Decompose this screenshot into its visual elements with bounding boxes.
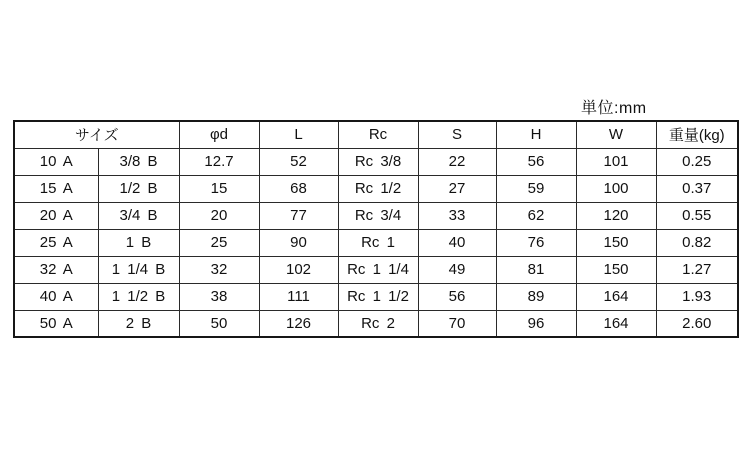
- table-cell: 76: [496, 229, 576, 256]
- table-cell: 25 A: [14, 229, 98, 256]
- table-cell: Rc 1 1/4: [338, 256, 418, 283]
- table-cell: 1 1/2 B: [98, 283, 179, 310]
- table-header-row: [14, 121, 738, 148]
- table-cell: 2 B: [98, 310, 179, 337]
- table-row: [14, 229, 738, 256]
- header-cell-size: サイズ: [14, 121, 179, 148]
- table-cell: 22: [418, 148, 496, 175]
- table-cell: 126: [259, 310, 338, 337]
- table-cell: 3/8 B: [98, 148, 179, 175]
- table-cell: Rc 1/2: [338, 175, 418, 202]
- table-cell: 38: [179, 283, 259, 310]
- header-cell-h: H: [496, 121, 576, 148]
- table-cell: 1.93: [656, 283, 738, 310]
- table-cell: 0.25: [656, 148, 738, 175]
- table-cell: 52: [259, 148, 338, 175]
- table-row: [14, 175, 738, 202]
- table-cell: Rc 1 1/2: [338, 283, 418, 310]
- table-cell: 0.82: [656, 229, 738, 256]
- table-cell: 1 1/4 B: [98, 256, 179, 283]
- header-cell-rc: Rc: [338, 121, 418, 148]
- table-cell: 15 A: [14, 175, 98, 202]
- table-cell: 120: [576, 202, 656, 229]
- header-cell-weight: 重量(kg): [656, 121, 738, 148]
- table-cell: Rc 1: [338, 229, 418, 256]
- table-cell: 56: [496, 148, 576, 175]
- table-cell: 3/4 B: [98, 202, 179, 229]
- spec-table-body: [14, 148, 738, 337]
- table-row: [14, 283, 738, 310]
- table-cell: 111: [259, 283, 338, 310]
- table-cell: 1/2 B: [98, 175, 179, 202]
- table-row: [14, 310, 738, 337]
- table-cell: 90: [259, 229, 338, 256]
- table-cell: 96: [496, 310, 576, 337]
- table-cell: 20 A: [14, 202, 98, 229]
- table-cell: 32 A: [14, 256, 98, 283]
- table-cell: 59: [496, 175, 576, 202]
- table-row: [14, 202, 738, 229]
- table-cell: 70: [418, 310, 496, 337]
- table-cell: 68: [259, 175, 338, 202]
- table-cell: 150: [576, 229, 656, 256]
- table-cell: 102: [259, 256, 338, 283]
- header-cell-l: L: [259, 121, 338, 148]
- table-cell: 101: [576, 148, 656, 175]
- table-cell: 27: [418, 175, 496, 202]
- header-cell-s: S: [418, 121, 496, 148]
- table-cell: 15: [179, 175, 259, 202]
- table-cell: 56: [418, 283, 496, 310]
- table-cell: 12.7: [179, 148, 259, 175]
- unit-label: 単位:mm: [581, 100, 647, 117]
- table-cell: 49: [418, 256, 496, 283]
- table-cell: Rc 3/4: [338, 202, 418, 229]
- table-cell: 2.60: [656, 310, 738, 337]
- table-cell: 50 A: [14, 310, 98, 337]
- table-row: [14, 148, 738, 175]
- table-cell: 25: [179, 229, 259, 256]
- table-cell: 40 A: [14, 283, 98, 310]
- table-cell: 164: [576, 310, 656, 337]
- table-cell: Rc 3/8: [338, 148, 418, 175]
- table-cell: 1 B: [98, 229, 179, 256]
- table-cell: 20: [179, 202, 259, 229]
- table-cell: 81: [496, 256, 576, 283]
- table-cell: 40: [418, 229, 496, 256]
- table-cell: Rc 2: [338, 310, 418, 337]
- table-cell: 33: [418, 202, 496, 229]
- table-cell: 0.37: [656, 175, 738, 202]
- table-cell: 50: [179, 310, 259, 337]
- table-cell: 62: [496, 202, 576, 229]
- table-cell: 0.55: [656, 202, 738, 229]
- header-cell-phi-d: φd: [179, 121, 259, 148]
- table-cell: 77: [259, 202, 338, 229]
- spec-table: [13, 120, 739, 338]
- table-cell: 164: [576, 283, 656, 310]
- table-row: [14, 256, 738, 283]
- table-cell: 100: [576, 175, 656, 202]
- header-cell-w: W: [576, 121, 656, 148]
- table-cell: 1.27: [656, 256, 738, 283]
- table-cell: 89: [496, 283, 576, 310]
- table-cell: 10 A: [14, 148, 98, 175]
- table-cell: 150: [576, 256, 656, 283]
- table-cell: 32: [179, 256, 259, 283]
